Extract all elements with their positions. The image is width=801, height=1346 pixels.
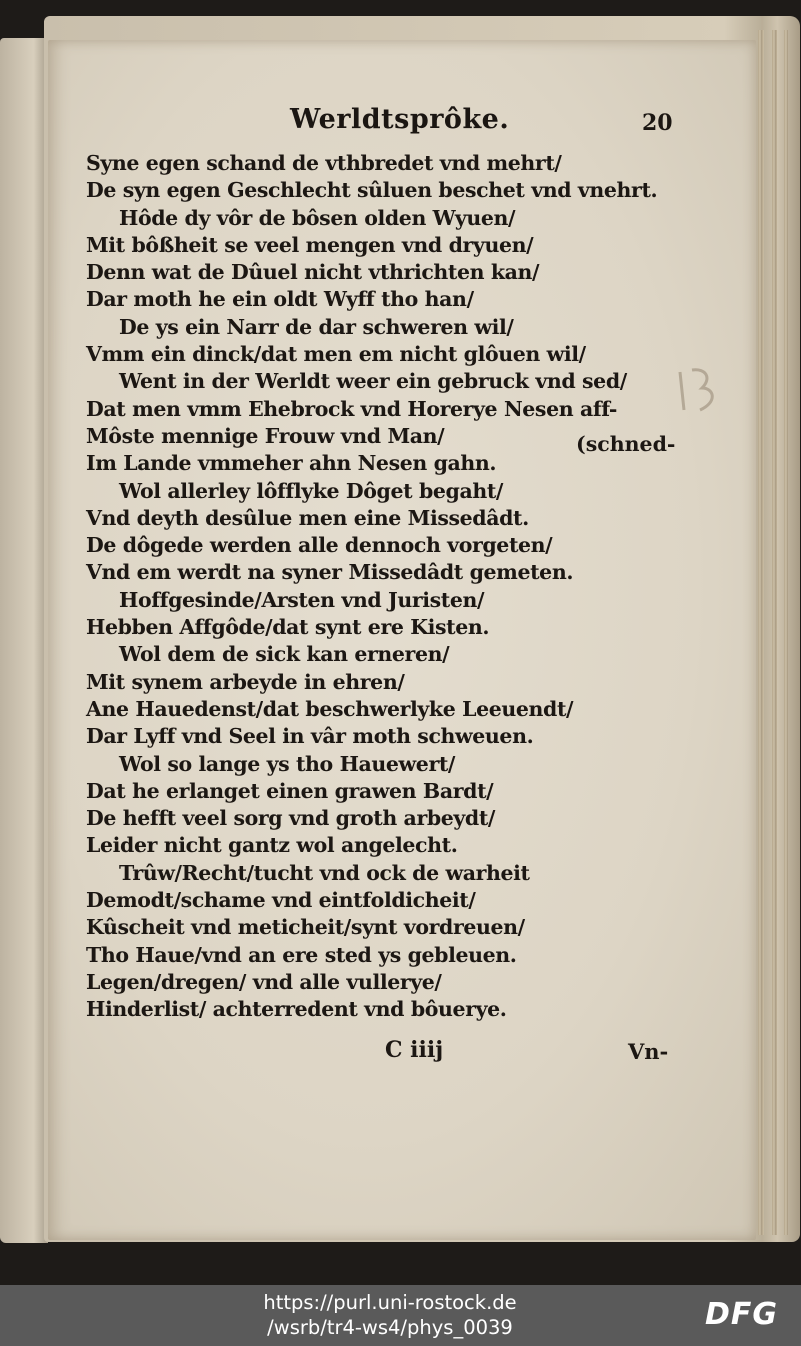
side-note: (schned-	[576, 432, 676, 456]
catchword: Vn-	[628, 1039, 669, 1064]
running-title: Werldtsprôke.	[290, 104, 510, 135]
text-line: Legen/dregen/ vnd alle vullerye/	[86, 969, 442, 994]
facing-page-edge	[0, 38, 48, 1243]
text-line: De ys ein Narr de dar schweren wil/	[119, 314, 514, 339]
text-line: Dar moth he ein oldt Wyff tho han/	[86, 287, 474, 312]
text-line: Trûw/Recht/tucht vnd ock de warheit	[119, 860, 530, 885]
text-line: Môste mennige Frouw vnd Man/	[86, 423, 445, 448]
text-line: Leider nicht gantz wol angelecht.	[86, 833, 458, 858]
text-line: Mit bôßheit se veel mengen vnd dryuen/	[86, 232, 534, 257]
text-line: Dat men vmm Ehebrock vnd Horerye Nesen aff-	[86, 396, 618, 421]
text-line: Im Lande vmmeher ahn Nesen gahn.	[86, 451, 497, 476]
text-line: Mit synem arbeyde in ehren/	[86, 669, 405, 694]
page-number: 20	[642, 110, 673, 136]
footer-bar	[0, 1285, 801, 1346]
text-line: Went in der Werldt weer ein gebruck vnd sed/	[119, 369, 627, 394]
text-line: De syn egen Geschlecht sûluen beschet vnd vnehrt.	[86, 178, 658, 203]
text-line: Ane Hauedenst/dat beschwerlyke Leeuendt/	[86, 696, 574, 721]
text-line: Dat he erlanget einen grawen Bardt/	[86, 778, 494, 803]
text-line: Demodt/schame vnd eintfoldicheit/	[86, 888, 476, 913]
text-line: Hinderlist/ achterredent vnd bôuerye.	[86, 997, 507, 1022]
fore-edge-strip	[784, 30, 788, 1235]
text-line: Hoffgesinde/Arsten vnd Juristen/	[119, 587, 485, 612]
text-line: Denn wat de Dûuel nicht vthrichten kan/	[86, 260, 540, 285]
signature-mark: C iiij	[385, 1037, 444, 1063]
text-line: De hefft veel sorg vnd groth arbeydt/	[86, 806, 496, 831]
fore-edge-strip	[772, 30, 777, 1235]
pencil-annotation-icon	[672, 362, 732, 422]
text-line: Syne egen schand de vthbredet vnd mehrt/	[86, 151, 562, 175]
fore-edge-strip	[758, 30, 764, 1235]
permalink-line-2: /wsrb/tr4-ws4/phys_0039	[267, 1316, 513, 1339]
permalink[interactable]	[140, 1290, 640, 1340]
text-line: Dar Lyff vnd Seel in vâr moth schweuen.	[86, 724, 534, 749]
text-line: Wol so lange ys tho Hauewert/	[119, 751, 456, 776]
text-line: Vnd em werdt na syner Missedâdt gemeten.	[86, 560, 574, 585]
text-line: Tho Haue/vnd an ere sted ys gebleuen.	[86, 942, 517, 967]
dfg-logo: DFG	[705, 1297, 779, 1332]
text-line: Wol dem de sick kan erneren/	[119, 642, 450, 667]
text-line: Hôde dy vôr de bôsen olden Wyuen/	[119, 205, 516, 230]
text-line: Vmm ein dinck/dat men em nicht glôuen wil/	[86, 342, 586, 367]
text-line: Kûscheit vnd meticheit/synt vordreuen/	[86, 915, 525, 940]
permalink-line-1: https://purl.uni-rostock.de	[263, 1291, 517, 1314]
text-line: Hebben Affgôde/dat synt ere Kisten.	[86, 615, 490, 640]
text-line: Vnd deyth desûlue men eine Missedâdt.	[86, 505, 529, 530]
text-line: De dôgede werden alle dennoch vorgeten/	[86, 533, 553, 558]
text-line: Wol allerley lôfflyke Dôget begaht/	[119, 478, 503, 503]
verse-text	[86, 150, 686, 1024]
